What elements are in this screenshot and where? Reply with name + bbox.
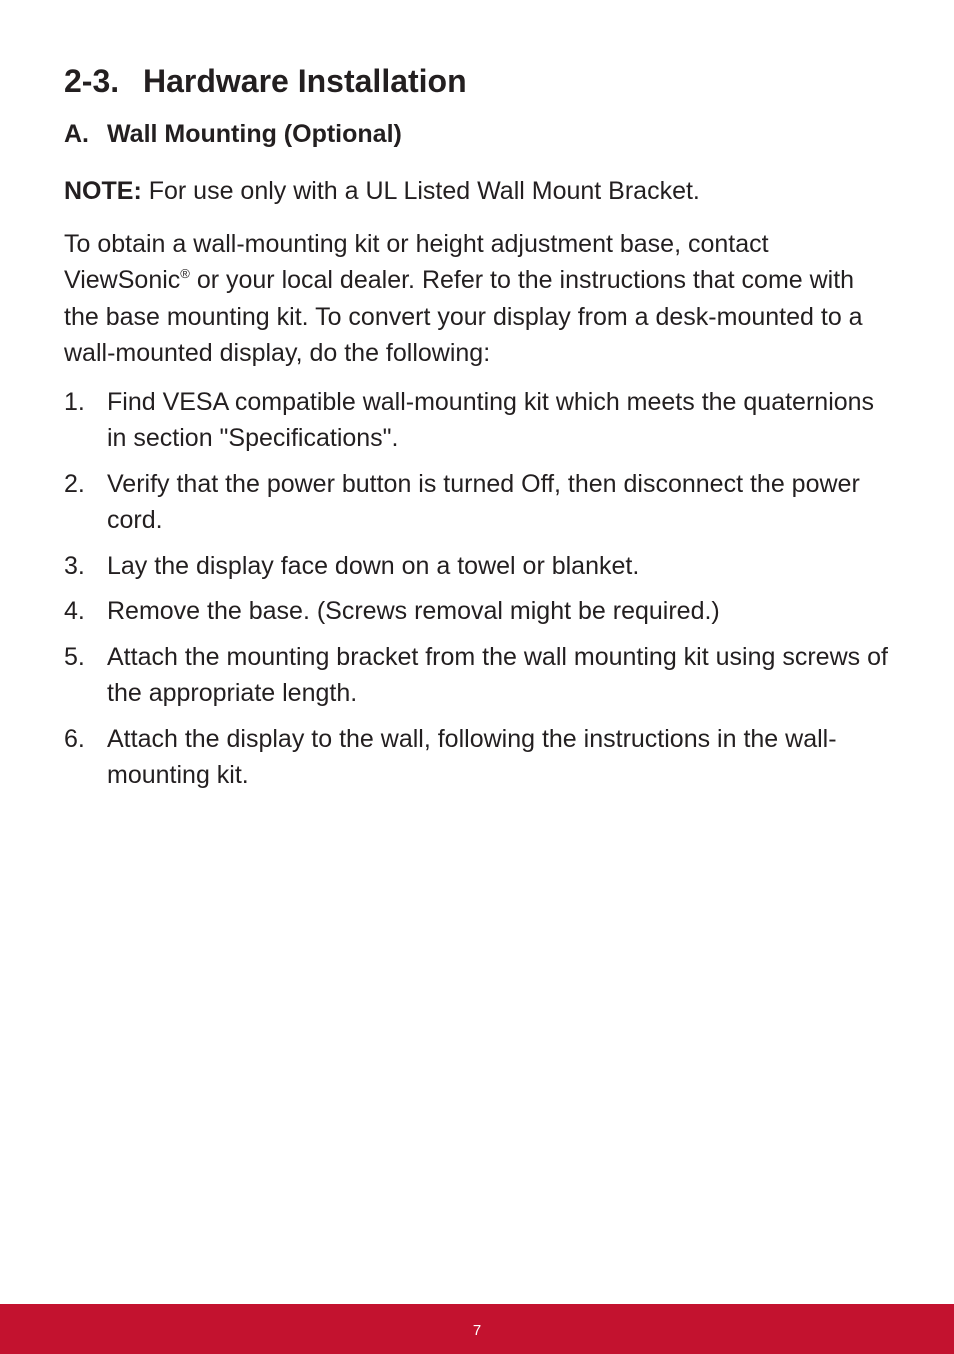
step-text: Attach the mounting bracket from the wall mounting kit using screws of the appropriate length. — [107, 642, 888, 708]
step-item — [64, 466, 894, 539]
step-text: Lay the display face down on a towel or blanket. — [107, 551, 640, 580]
page-number: 7 — [472, 1321, 482, 1339]
section-heading — [64, 58, 894, 104]
step-number: 6. — [64, 724, 85, 753]
subsection-heading — [64, 116, 894, 152]
page-content — [64, 58, 894, 803]
step-item — [64, 639, 894, 712]
note-label: NOTE: — [64, 176, 142, 205]
page-footer — [0, 1304, 954, 1354]
step-item — [64, 593, 894, 630]
note-paragraph — [64, 173, 894, 209]
step-number: 4. — [64, 597, 85, 626]
step-item — [64, 721, 894, 794]
intro-text-before: To obtain a wall-mounting kit or height adjustment base, contact ViewSonic — [64, 229, 769, 295]
section-title: Hardware Installation — [143, 63, 467, 99]
step-text: Verify that the power button is turned Off, then disconnect the power cord. — [107, 469, 860, 535]
note-text: For use only with a UL Listed Wall Mount Bracket. — [141, 176, 700, 205]
step-number: 3. — [64, 551, 85, 580]
steps-list — [64, 384, 894, 794]
step-text: Remove the base. (Screws removal might be required.) — [107, 597, 720, 626]
intro-text-after: or your local dealer. Refer to the instructions that come with the base mounting kit. To convert your display from a desk-mounted to a wall-mounted display, do the following: — [64, 266, 863, 368]
registered-mark: ® — [180, 266, 190, 282]
subsection-title: Wall Mounting (Optional) — [107, 120, 402, 148]
step-number: 2. — [64, 469, 85, 498]
step-text: Attach the display to the wall, following the instructions in the wall-mounting kit. — [107, 724, 837, 790]
section-number: 2-3. — [64, 63, 120, 99]
step-number: 1. — [64, 387, 85, 416]
intro-paragraph — [64, 226, 894, 372]
step-number: 5. — [64, 642, 85, 671]
step-item — [64, 384, 894, 457]
subsection-letter: A. — [64, 120, 89, 148]
step-text: Find VESA compatible wall-mounting kit which meets the quaternions in section "Specifications". — [107, 387, 875, 453]
step-item — [64, 548, 894, 585]
